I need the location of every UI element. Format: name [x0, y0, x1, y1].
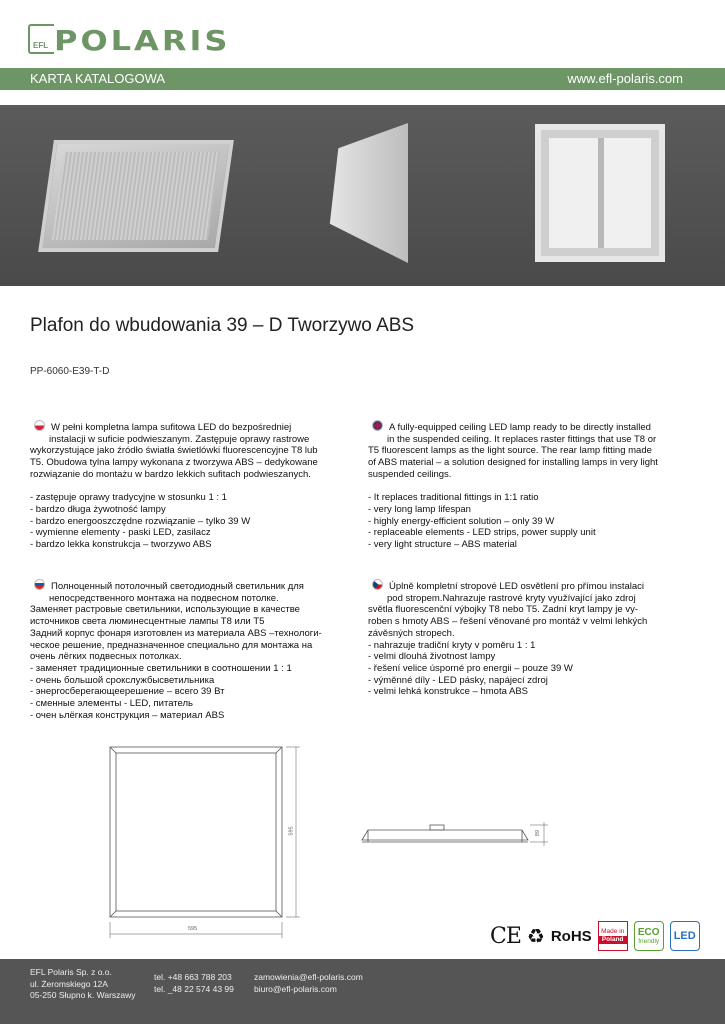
pl-bullet: - bardzo długa żywotność lampy: [30, 503, 166, 515]
en-bullet: - replaceable elements - LED strips, power supply unit: [368, 527, 596, 539]
cz-lead-1: Úplně kompletní stropové LED osvětlení pro přímou instalaci: [389, 581, 645, 592]
en-bullet: - very light structure – ABS material: [368, 539, 517, 551]
en-lead-2: in the suspended ceiling. It replaces raster fittings that use T8 or: [387, 433, 657, 445]
side-view-drawing: [362, 822, 548, 846]
ru-line: - сменные элементы - LED, питатель: [30, 698, 193, 710]
cz-line: - velmi lehká konstrukce – hmota ABS: [368, 686, 528, 698]
cz-line: - velmi dlouhá životnost lampy: [368, 651, 496, 663]
ru-line: - заменяет традиционные светильники в соотношении 1 : 1: [30, 662, 292, 674]
product-title: Plafon do wbudowania 39 – D Tworzywo ABS: [30, 315, 415, 336]
cz-line: - řešení velice úsporné pro energii – pouze 39 W: [368, 662, 573, 674]
ru-line: - очень большой срокслужбысветильника: [30, 674, 215, 686]
header-bar: [0, 68, 725, 90]
pl-bullet: - bardzo lekka konstrukcja – tworzywo ABS: [30, 539, 212, 551]
product-photo-front: [38, 140, 234, 252]
footer-email-office[interactable]: biuro@efl-polaris.com: [254, 983, 337, 994]
footer-phone-1[interactable]: tel. +48 663 788 203: [154, 972, 232, 982]
cz-lead-2: pod stropem.Nahrazuje rastrové kryty využívající jako zdroj: [387, 592, 636, 604]
en-bullet: - highly energy-efficient solution – only 39 W: [368, 515, 555, 527]
rohs-mark: RoHS: [550, 927, 592, 945]
product-photo-back: [535, 124, 665, 262]
eco-friendly-badge: ECO friendly: [634, 921, 664, 951]
description-ru: [30, 579, 350, 721]
pl-bullet: - bardzo energooszczędne rozwiązanie – tylko 39 W: [30, 515, 251, 527]
ru-line: очень лёгких подвесных потолках.: [30, 651, 182, 663]
en-bullet: - very long lamp lifespan: [368, 503, 471, 515]
cz-line: závěsných stropech.: [368, 627, 455, 639]
depth-dimension: 89: [535, 829, 542, 837]
recycle-icon: ♻: [526, 925, 545, 948]
company-logo: [28, 22, 231, 57]
pl-lead-1: W pełni kompletna lampa sufitowa LED do bezpośredniej: [51, 422, 292, 433]
description-pl: [30, 420, 350, 551]
pl-line: rozwiązanie do montażu w bardzo lekkich sufitach podwieszanych.: [30, 468, 311, 480]
ru-lead-1: Полноценный потолочный светодиодный светильник для: [51, 581, 304, 592]
pl-bullet: - zastępuje oprawy tradycyjne w stosunku 1 : 1: [30, 492, 227, 504]
certification-marks: [490, 920, 700, 952]
pl-bullet: - wymienne elementy - paski LED, zasilacz: [30, 527, 211, 539]
ru-line: - энергосберегающеерешение – всего 39 Вт: [30, 686, 225, 698]
ru-line: - очен ьлёгкая конструкция – материал ABS: [30, 709, 225, 721]
pl-line: wykorzystujące jako źródło światła świetlówki fluorescencyjne T8 lub: [30, 445, 318, 457]
made-in-poland-badge: Made in Poland: [598, 921, 628, 951]
width-dimension: 595: [188, 926, 198, 932]
led-badge: LED: [670, 921, 700, 951]
cz-line: roben s hmoty ABS – řešení věnované pro montáž v velmi lehkých: [368, 616, 648, 628]
footer-city: 05-250 Słupno k. Warszawy: [30, 990, 136, 1000]
website-link[interactable]: www.efl-polaris.com: [567, 71, 683, 86]
uk-flag-icon: [372, 420, 383, 431]
description-en: [368, 420, 698, 551]
cz-line: - výměnné díly - LED pásky, napájecí zdroj: [368, 674, 548, 686]
footer-phone-2[interactable]: tel. _48 22 574 43 99: [154, 983, 234, 994]
cz-line: - nahrazuje tradiční kryty v poměru 1 : 1: [368, 639, 536, 651]
front-view-drawing: [110, 747, 300, 938]
en-line: T5 fluorescent lamps as the light source. The rear lamp fitting made: [368, 445, 652, 457]
footer-email-orders[interactable]: zamowienia@efl-polaris.com: [254, 972, 363, 982]
footer-street: ul. Żeromskiego 12A: [30, 978, 108, 989]
en-line: of ABS material – a solution designed for installing lamps in very light: [368, 457, 658, 469]
ce-mark-icon: CE: [490, 923, 521, 949]
poland-flag-icon: [34, 420, 45, 431]
pl-lead-2: instalacji w suficie podwieszanym. Zastępuje oprawy rastrowe: [49, 433, 310, 445]
logo-wordmark: POLARIS: [54, 24, 231, 57]
czech-flag-icon: [372, 579, 383, 590]
pl-line: T5. Obudowa tylna lampy wykonana z tworzywa ABS – dedykowane: [30, 457, 318, 469]
ru-line: ческое решение, предназначенное специально для монтажа на: [30, 639, 313, 651]
height-dimension: 595: [288, 826, 295, 836]
en-bullet: - It replaces traditional fittings in 1:1 ratio: [368, 492, 539, 504]
ru-line: Заменяет растровые светильники, использующие в качестве: [30, 604, 300, 616]
en-lead-1: A fully-equipped ceiling LED lamp ready to be directly installed: [389, 422, 651, 433]
product-code: PP-6060-E39-T-D: [30, 366, 110, 377]
footer: [0, 959, 725, 1024]
russia-flag-icon: [34, 579, 45, 590]
ru-lead-2: непосредственного монтажа на подвесном потолке.: [49, 592, 279, 604]
footer-company: EFL Polaris Sp. z o.o.: [30, 967, 112, 977]
catalog-card-label: KARTA KATALOGOWA: [30, 71, 166, 86]
ru-line: Задний корпус фонаря изготовлен из материала ABS –технологи-: [30, 627, 322, 639]
en-line: suspended ceilings.: [368, 468, 452, 480]
cz-line: světla fluorescenční výbojky T8 nebo T5. Zadní kryt lampy je vy-: [368, 604, 638, 616]
description-cz: [368, 579, 698, 698]
ru-line: источников света люминесцентные лампы T8 или T5: [30, 616, 265, 628]
logo-efl-mark: EFL: [28, 24, 54, 54]
